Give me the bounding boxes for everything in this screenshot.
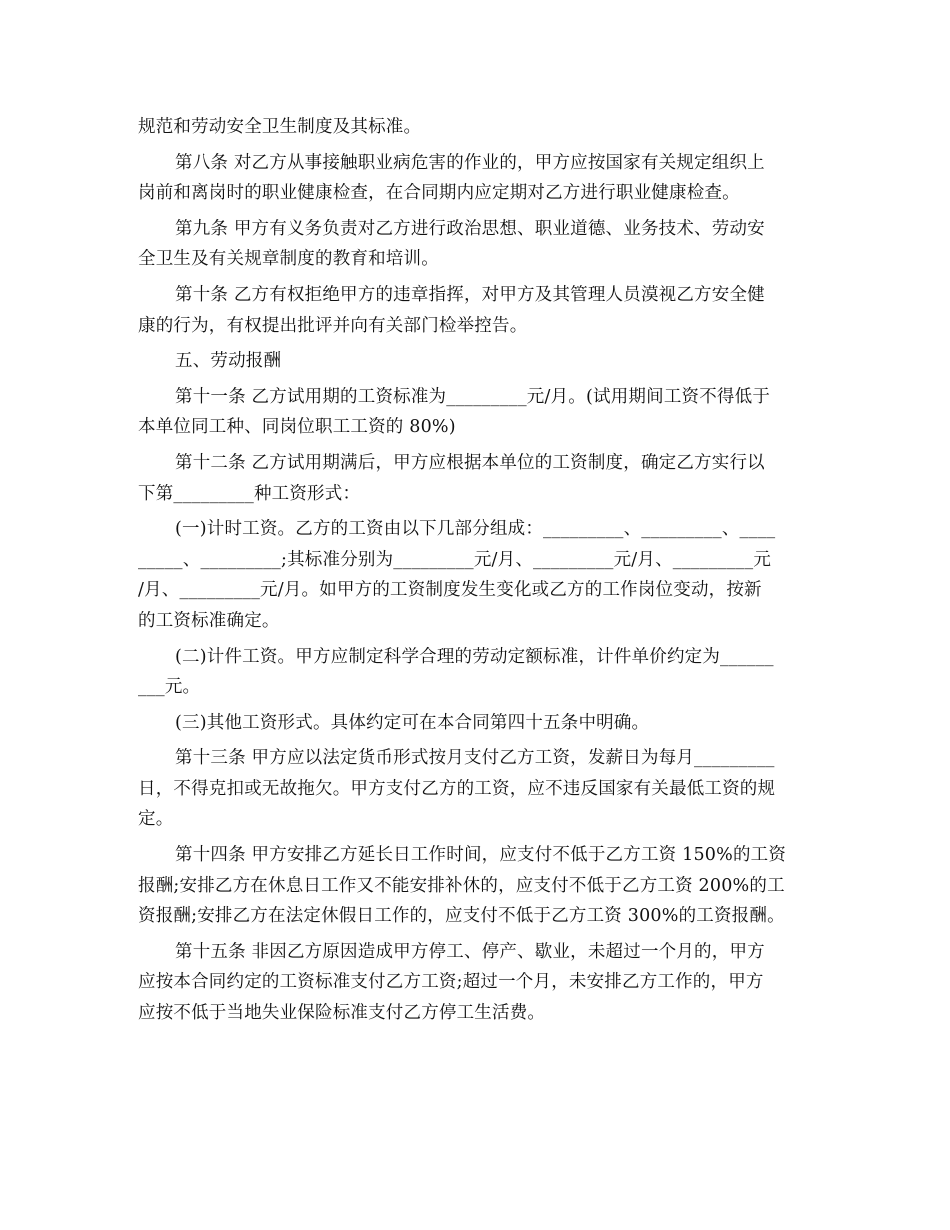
text-line: 全卫生及有关规章制度的教育和培训。 bbox=[138, 249, 439, 270]
text-line: 第十条 乙方有权拒绝甲方的违章指挥，对甲方及其管理人员漠视乙方安全健 bbox=[175, 284, 765, 305]
text-line: 第十五条 非因乙方原因造成甲方停工、停产、歇业，未超过一个月的，甲方 bbox=[175, 941, 765, 962]
text-line: 第八条 对乙方从事接触职业病危害的作业的，甲方应按国家有关规定组织上 bbox=[175, 152, 765, 173]
text-line: 岗前和离岗时的职业健康检查，在合同期内应定期对乙方进行职业健康检查。 bbox=[138, 183, 740, 204]
text-line: 报酬;安排乙方在休息日工作又不能安排补休的，应支付不低于乙方工资 200%的工 bbox=[138, 875, 785, 896]
text-line: 规范和劳动安全卫生制度及其标准。 bbox=[138, 117, 422, 137]
text-line: 下第_________种工资形式： bbox=[138, 483, 361, 504]
document-body bbox=[138, 112, 814, 1029]
text-line: (二)计件工资。甲方应制定科学合理的劳动定额标准，计件单价约定为______ bbox=[175, 646, 774, 667]
text-line: 应按不低于当地失业保险标准支付乙方停工生活费。 bbox=[138, 1003, 546, 1024]
text-line: 第十二条 乙方试用期满后，甲方应根据本单位的工资制度，确定乙方实行以 bbox=[175, 452, 765, 473]
text-line: ___元。 bbox=[138, 677, 201, 698]
text-line: (三)其他工资形式。具体约定可在本合同第四十五条中明确。 bbox=[175, 712, 650, 733]
text-line: 第十一条 乙方试用期的工资标准为_________元/月。(试用期间工资不得低于 bbox=[175, 386, 771, 407]
text-line: _____、_________;其标准分别为_________元/月、_________元/月、_________元 bbox=[138, 549, 772, 570]
text-line: 五、劳动报酬 bbox=[175, 351, 282, 372]
text-line: 康的行为，有权提出批评并向有关部门检举控告。 bbox=[138, 315, 528, 336]
text-line: (一)计时工资。乙方的工资由以下几部分组成：_________、_________、____ bbox=[175, 519, 776, 540]
text-line: 第九条 甲方有义务负责对乙方进行政治思想、职业道德、业务技术、劳动安 bbox=[175, 218, 765, 239]
text-line: 定。 bbox=[138, 809, 174, 830]
text-line: /月、_________元/月。如甲方的工资制度发生变化或乙方的工作岗位变动，按新 bbox=[138, 580, 762, 601]
text-line: 日，不得克扣或无故拖欠。甲方支付乙方的工资，应不违反国家有关最低工资的规 bbox=[138, 778, 776, 799]
text-line: 的工资标准确定。 bbox=[138, 610, 280, 631]
text-line: 资报酬;安排乙方在法定休假日工作的，应支付不低于乙方工资 300%的工资报酬。 bbox=[138, 906, 785, 927]
text-line: 第十四条 甲方安排乙方延长日工作时间，应支付不低于乙方工资 150%的工资 bbox=[175, 845, 787, 866]
text-line: 第十三条 甲方应以法定货币形式按月支付乙方工资，发薪日为每月_________ bbox=[175, 748, 775, 769]
text-line: 应按本合同约定的工资标准支付乙方工资;超过一个月，未安排乙方工作的，甲方 bbox=[138, 972, 764, 993]
text-line: 本单位同工种、同岗位职工工资的 80%) bbox=[138, 417, 456, 438]
